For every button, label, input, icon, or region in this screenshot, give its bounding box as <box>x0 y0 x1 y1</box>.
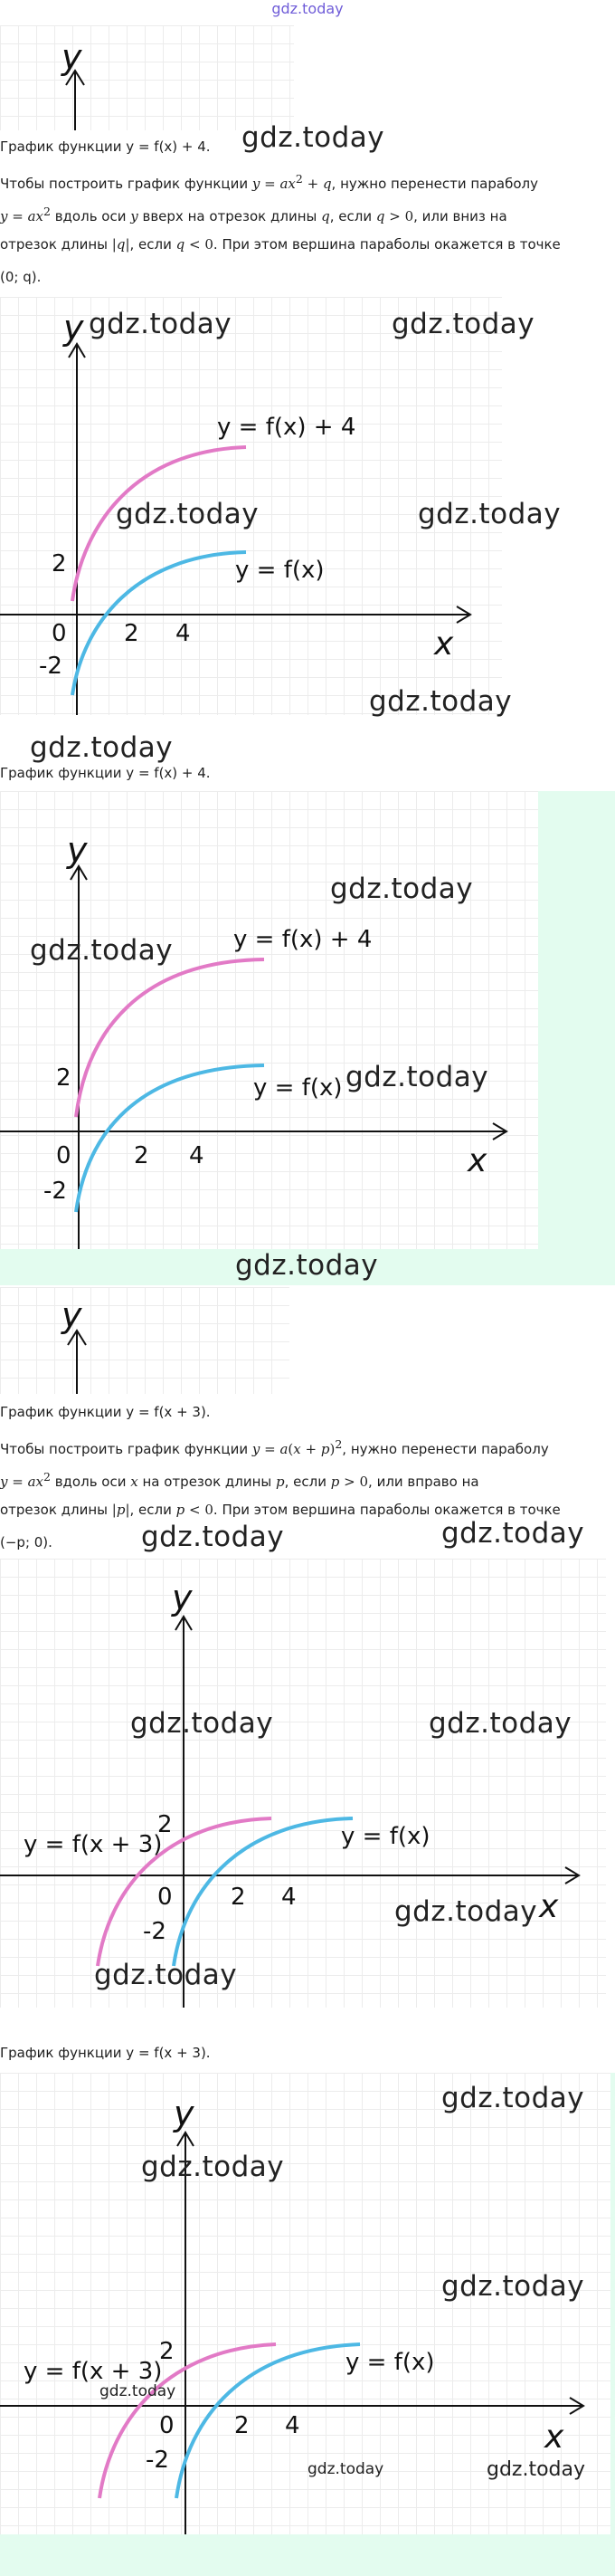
watermark: gdz.today <box>441 1517 585 1550</box>
tick-2: 2 <box>134 1142 149 1169</box>
para2-line4: (−p; 0). <box>0 1534 52 1550</box>
caption-text: График функции y = f(x + 3). <box>0 1404 211 1420</box>
formula: $y = ax^2$ <box>0 1470 51 1490</box>
tick-0: 0 <box>157 1884 173 1911</box>
caption-text: График функции y = f(x + 3). <box>0 2045 211 2061</box>
tick-y-minus-2: -2 <box>143 1918 166 1945</box>
watermark: gdz.today <box>429 1707 572 1740</box>
y-axis-label: y <box>63 308 84 348</box>
caption-text: График функции y = f(x) + 4. <box>0 765 211 781</box>
watermark: gdz.today <box>89 308 232 340</box>
watermark: gdz.today <box>99 2382 176 2400</box>
tick-4: 4 <box>175 620 191 647</box>
tick-2: 2 <box>231 1884 246 1911</box>
watermark: gdz.today <box>392 308 535 340</box>
caption-2 <box>0 757 211 789</box>
curve-original <box>174 1818 353 1966</box>
watermark: gdz.today <box>30 934 174 967</box>
para1-line2: $y = ax^2$ вдоль оси y вверх на отрезок длины q, если q > 0, или вниз на <box>0 205 507 224</box>
site-link[interactable]: gdz.today <box>271 0 344 17</box>
watermark: gdz.today <box>94 1959 238 1991</box>
y-axis-label: y <box>62 1295 82 1335</box>
watermark: gdz.today <box>141 2151 285 2183</box>
tick-0: 0 <box>159 2412 175 2439</box>
tick-y-minus-2: -2 <box>43 1178 67 1205</box>
label-f-plus-4: y = f(x) + 4 <box>217 414 356 441</box>
para1-line3: отрезок длины |q|, если q < 0. При этом вершина параболы окажется в точке <box>0 236 561 253</box>
y-axis-label: y <box>67 830 88 870</box>
text: вдоль оси <box>50 208 131 224</box>
label-f: y = f(x) <box>235 557 325 584</box>
formula: $y = a(x + p)^2$ <box>251 1437 343 1457</box>
text: . При этом вершина параболы окажется в точке <box>213 1502 561 1518</box>
watermark: gdz.today <box>235 1249 379 1282</box>
axis-fragment-1 <box>0 25 294 130</box>
axis-fragment-2-svg <box>0 1287 289 1394</box>
watermark: gdz.today <box>330 873 474 905</box>
text: Чтобы построить график функции <box>0 176 252 192</box>
y-axis-label: y <box>174 2094 194 2133</box>
text: , если <box>129 1502 176 1518</box>
watermark: gdz.today <box>116 498 260 530</box>
para2-line2: $y = ax^2$ вдоль оси x на отрезок длины p, если p > 0, или вправо на <box>0 1470 479 1490</box>
tick-0: 0 <box>56 1142 71 1169</box>
text: на отрезок длины <box>137 1474 277 1490</box>
text: вдоль оси <box>50 1474 131 1490</box>
x-axis-label: x <box>468 1142 487 1179</box>
tick-y-2: 2 <box>52 550 67 577</box>
curve-shifted-up <box>76 959 264 1117</box>
curve-original <box>76 1065 264 1212</box>
tick-y-2: 2 <box>159 2338 175 2365</box>
tick-4: 4 <box>189 1142 204 1169</box>
label-f: y = f(x) <box>345 2349 435 2376</box>
formula: $y = ax^2$ <box>0 205 51 224</box>
para2-line1 <box>0 1428 549 1465</box>
x-axis-label: x <box>539 1888 559 1925</box>
para1-line4: (0; q). <box>0 269 42 285</box>
watermark: gdz.today <box>487 2458 586 2481</box>
y-axis-label: y <box>172 1578 193 1617</box>
label-f-x-plus-3: y = f(x + 3) <box>24 2358 163 2385</box>
para1-line1 <box>0 163 538 200</box>
tick-4: 4 <box>285 2412 300 2439</box>
text: отрезок длины <box>0 236 112 253</box>
text: вверх на отрезок длины <box>137 208 322 224</box>
watermark: gdz.today <box>441 2270 585 2303</box>
y-axis-label: y <box>62 37 82 77</box>
text: , если <box>129 236 176 253</box>
watermark: gdz.today <box>130 1707 274 1740</box>
tick-4: 4 <box>281 1884 297 1911</box>
text: Чтобы построить график функции <box>0 1441 252 1457</box>
tick-0: 0 <box>52 620 67 647</box>
caption-1 <box>0 130 211 163</box>
text: . При этом вершина параболы окажется в точке <box>213 236 561 253</box>
tick-y-minus-2: -2 <box>146 2447 169 2474</box>
x-axis-label: x <box>434 625 454 663</box>
tick-y-minus-2: -2 <box>39 653 62 680</box>
watermark: gdz.today <box>441 2082 585 2114</box>
graph-shift-left-1-svg <box>0 1559 606 2008</box>
graph-shift-left-1 <box>0 1559 606 2008</box>
text: , если <box>284 1474 331 1490</box>
label-f: y = f(x) <box>253 1074 343 1102</box>
curve-original <box>72 552 246 695</box>
watermark: gdz.today <box>369 685 513 718</box>
watermark: gdz.today <box>30 731 174 764</box>
label-f-x-plus-3: y = f(x + 3) <box>24 1831 163 1858</box>
axis-fragment-1-svg <box>0 25 294 130</box>
caption-3 <box>0 1396 211 1428</box>
text: , нужно перенести параболу <box>331 176 538 192</box>
graph-shift-up-2 <box>0 791 538 1249</box>
text: , нужно перенести параболу <box>342 1441 549 1457</box>
x-axis-label: x <box>544 2419 564 2456</box>
watermark: gdz.today <box>308 2460 384 2478</box>
text: , если <box>329 208 376 224</box>
caption-text: График функции y = f(x) + 4. <box>0 138 211 155</box>
tick-y-2: 2 <box>56 1064 71 1092</box>
formula: $y = ax^2 + q$ <box>251 172 332 192</box>
tick-2: 2 <box>234 2412 250 2439</box>
caption-4 <box>0 2037 211 2069</box>
watermark: gdz.today <box>141 1521 285 1553</box>
tick-2: 2 <box>124 620 139 647</box>
watermark: gdz.today <box>241 121 385 154</box>
label-f: y = f(x) <box>341 1823 430 1850</box>
text: отрезок длины <box>0 1502 112 1518</box>
label-f-plus-4: y = f(x) + 4 <box>233 926 373 953</box>
text: , или вправо на <box>368 1474 479 1490</box>
watermark: gdz.today <box>345 1061 489 1093</box>
graph-shift-up-2-svg <box>0 791 538 1249</box>
watermark: gdz.today <box>394 1895 538 1928</box>
watermark: gdz.today <box>418 498 562 530</box>
axis-fragment-2 <box>0 1287 289 1394</box>
tick-y-2: 2 <box>157 1811 173 1838</box>
text: , или вниз на <box>413 208 507 224</box>
para2-line3: отрезок длины |p|, если p < 0. При этом вершина параболы окажется в точке <box>0 1502 561 1518</box>
